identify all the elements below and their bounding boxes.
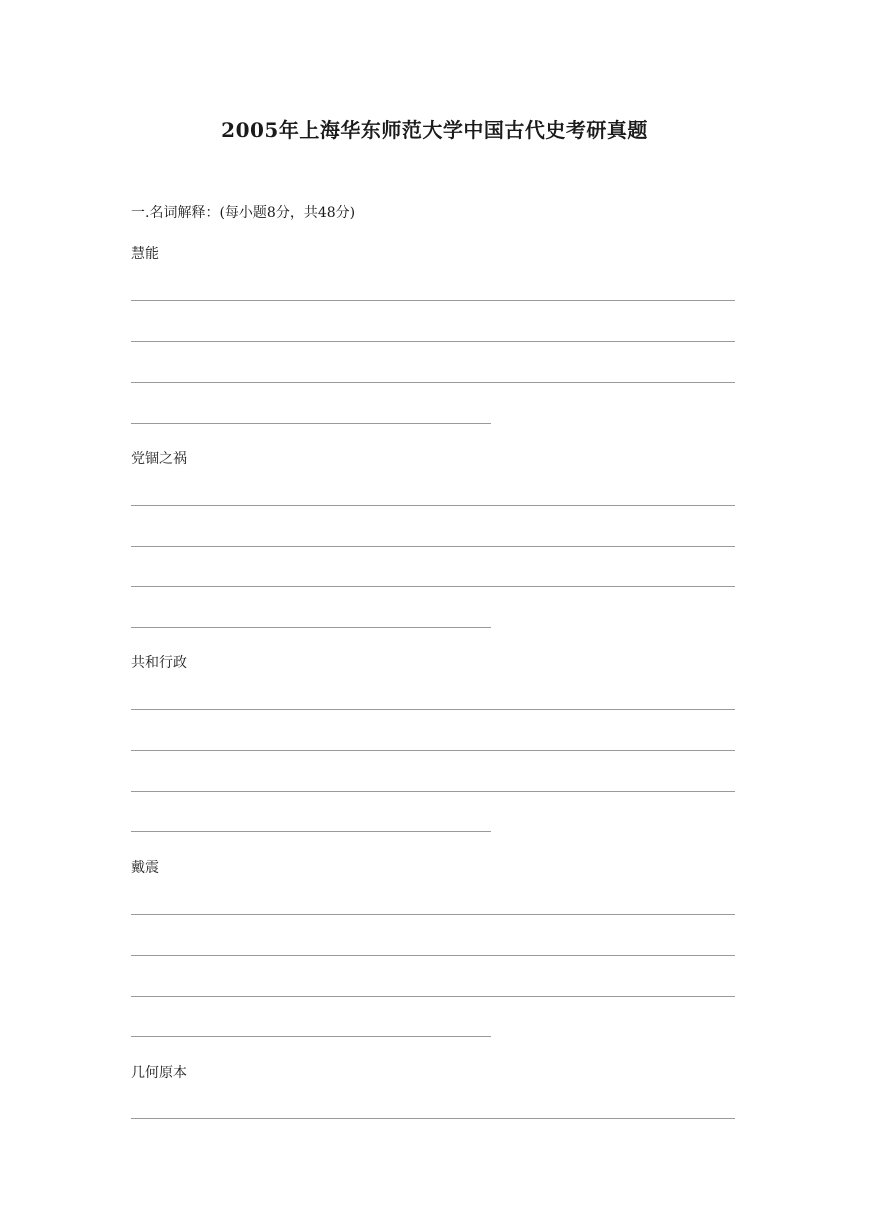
answer-line: [131, 831, 491, 832]
answer-line: [131, 300, 735, 301]
answer-line: [131, 791, 735, 792]
page-title: 2005年上海华东师范大学中国古代史考研真题: [221, 118, 648, 142]
answer-line: [131, 996, 735, 997]
answer-line: [131, 1036, 491, 1037]
section-header: 一.名词解释：(每小题8分，共48分): [131, 205, 356, 221]
term-label: 几何原本: [131, 1065, 187, 1081]
answer-line: [131, 341, 735, 342]
term-label: 戴震: [131, 860, 159, 876]
answer-line: [131, 750, 735, 751]
answer-line: [131, 546, 735, 547]
answer-line: [131, 505, 735, 506]
term-label: 慧能: [131, 246, 159, 262]
answer-line: [131, 955, 735, 956]
term-label: 共和行政: [131, 655, 187, 671]
answer-line: [131, 382, 735, 383]
term-label: 党锢之祸: [131, 451, 187, 467]
answer-line: [131, 709, 735, 710]
answer-line: [131, 423, 491, 424]
answer-line: [131, 1118, 735, 1119]
answer-line: [131, 914, 735, 915]
answer-line: [131, 586, 735, 587]
answer-line: [131, 627, 491, 628]
